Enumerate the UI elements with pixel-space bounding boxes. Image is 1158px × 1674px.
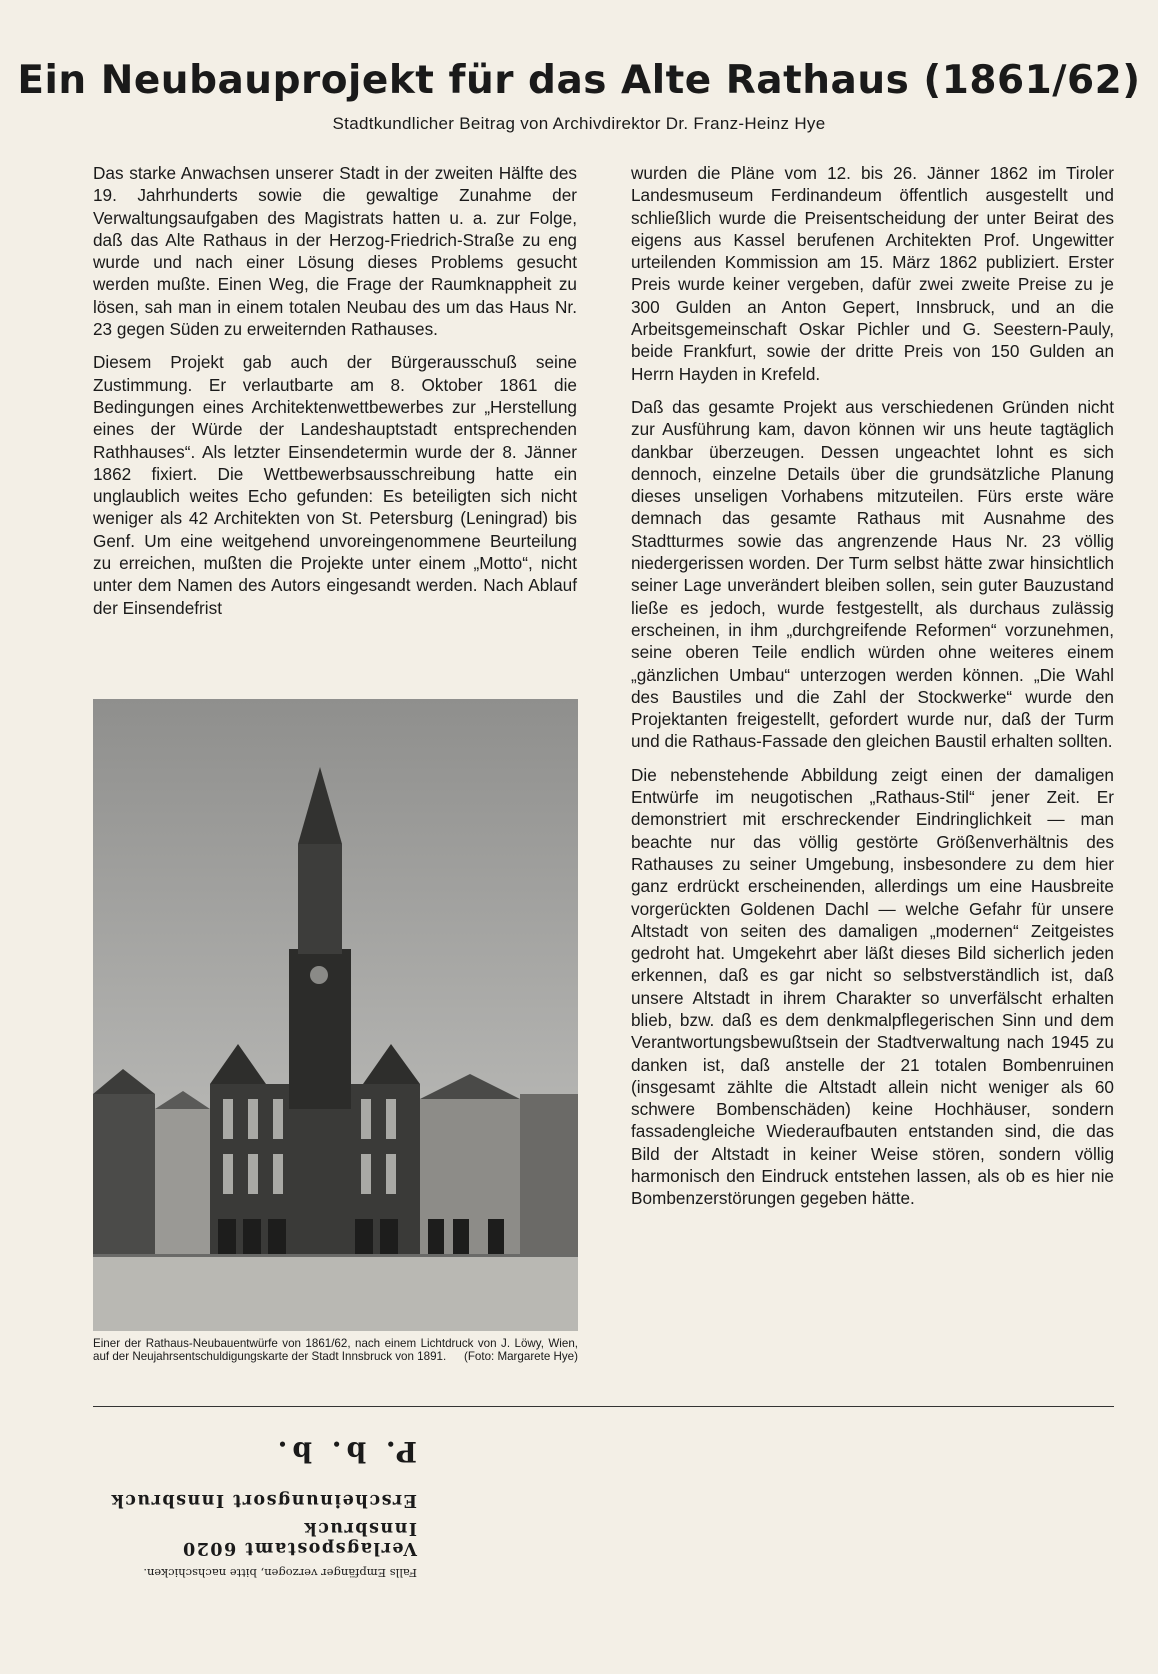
town-hall-drawing <box>93 699 578 1331</box>
paragraph: Daß das gesamte Projekt aus verschiedenen Gründen nicht zur Ausführung kam, davon können wir uns heute tagtäglich dankbar überzeugen. Dessen ungeachtet lohnt es sich dennoch, einzelne Details über die grundsätzliche Planung dieses unseligen Vorhabens mitzuteilen. Fürs erste wäre demnach das gesamte Rathaus mit Ausnahme des Stadtturmes sowie das angrenzende Haus Nr. 23 völlig niedergerissen worden. Der Turm selbst hätte zwar hinsichtlich seiner Lage unverändert bleiben sollen, sein guter Bauzustand ließe es jedoch, wurde festgestellt, als durchaus zulässig erscheinen, in ihm „durchgreifende Reformen“ vorzunehmen, seine oberen Teile endlich würden ohne weiteres einem „gänzlichen Umbau“ unterzogen werden können. „Die Wahl des Baustiles und die Zahl der Stockwerke“ wurde den Projektanten freigestellt, gefordert wurde nur, daß der Turm und die Rathaus-Fassade den gleichen Baustil erhalten sollten. <box>631 396 1114 752</box>
article-title: Ein Neubauprojekt für das Alte Rathaus (1861/62) <box>17 58 1141 103</box>
postage-paid-mark: P. b. b. <box>272 1435 417 1468</box>
figure-caption <box>93 1337 578 1363</box>
caption-text: Einer der Rathaus-Neubauentwürfe von 1861/62, nach einem Lichtdruck von J. Löwy, Wien, auf der Neujahrsentschuldigungskarte der Stadt Innsbruck von 1891. <box>93 1337 578 1363</box>
place-of-publication: Erscheinungsort Innsbruck <box>110 1490 417 1510</box>
paragraph: Das starke Anwachsen unserer Stadt in der zweiten Hälfte des 19. Jahrhunderts sowie die gewaltige Zunahme der Verwaltungsaufgaben des Magistrats hatten u. a. zur Folge, daß das Alte Rathaus in der Herzog-Friedrich-Straße zu eng wurde und nach einer Lösung dieses Problems gesucht werden mußte. Einen Weg, die Frage der Raumknappheit zu lösen, sah man in einem totalen Neubau des um das Haus Nr. 23 gegen Süden zu erweiternden Rathauses. <box>93 163 577 340</box>
paragraph: Die nebenstehende Abbildung zeigt einen der damaligen Entwürfe im neugotischen „Rathaus-Stil“ jener Zeit. Er demonstriert mit erschreckender Eindringlichkeit — man beachte nur das völlig gestörte Größenverhältnis des Rathauses zu seiner Umgebung, insbesondere zu dem hier ganz erdrückt erscheinenden, allerdings um eine Hausbreite vorgerückten Goldenen Dachl — welche Gefahr für unsere Altstadt von seiten des damaligen „modernen“ Zeitgeistes gedroht hat. Umgekehrt aber läßt dieses Bild sicherlich jeden erkennen, daß es gar nicht so selbstverständlich ist, daß unsere Altstadt in ihrem Charakter so unverfälscht erhalten blieb, bzw. daß es dem denkmalpflegerischen Sinn und dem Verantwortungsbewußtsein der Stadtverwaltung nach 1945 zu danken ist, daß anstelle der 21 totalen Bombenruinen (insgesamt zählte die Altstadt allein nicht weniger als 60 schwere Bombenschäden) keine Hochhäuser, sondern fassadengleiche Wiederaufbauten entstanden sind, die das Bild der Altstadt in keiner Weise stören, sondern völlig harmonisch den Eindruck entstehen lassen, als ob es hier nie Bombenzerstörungen gegeben hätte. <box>631 764 1114 1209</box>
right-column <box>631 162 1114 1221</box>
divider-rule <box>93 1406 1114 1407</box>
left-column <box>93 162 577 630</box>
article-subtitle: Stadtkundlicher Beitrag von Archivdirektor Dr. Franz-Heinz Hye <box>332 114 826 133</box>
forwarding-note: Falls Empfänger verzogen, bitte nachschicken. <box>143 1566 417 1580</box>
paragraph: Diesem Projekt gab auch der Bürgerausschuß seine Zustimmung. Er verlautbarte am 8. Oktober 1861 die Bedingungen eines Architektenwettbewerbes zur „Herstellung eines der Würde der Landeshauptstadt entsprechenden Rathhauses“. Als letzter Einsendetermin wurde der 8. Jänner 1862 fixiert. Die Wettbewerbsausschreibung hatte ein unglaublich weites Echo gefunden: Es beteiligten sich nicht weniger als 42 Architekten von St. Petersburg (Leningrad) bis Genf. Um eine weitgehend unvoreingenommene Beurteilung zu erreichen, mußten die Projekte unter einem „Motto“, nicht unter dem Namen des Autors eingesandt werden. Nach Ablauf der Einsendefrist <box>93 352 577 618</box>
paragraph: wurden die Pläne vom 12. bis 26. Jänner 1862 im Tiroler Landesmuseum Ferdinandeum öffentlich ausgestellt und schließlich wurde die Preisentscheidung der unter Beirat des eigens aus Kassel berufenen Architekten Prof. Ungewitter urteilenden Kommission am 15. März 1862 publiziert. Erster Preis wurde keiner vergeben, dafür zwei zweite Preise zu je 300 Gulden an Anton Gepert, Innsbruck, und an die Arbeitsgemeinschaft Oskar Pichler und G. Seestern-Pauly, beide Frankfurt, sowie der dritte Preis von 150 Gulden an Herrn Hayden in Krefeld. <box>631 163 1114 384</box>
post-office-line: Verlagspostamt 6020 Innsbruck <box>181 1518 417 1558</box>
postal-mailer-block <box>93 1435 423 1580</box>
town-hall-illustration <box>93 699 578 1331</box>
photo-credit: (Foto: Margarete Hye) <box>463 1350 578 1363</box>
